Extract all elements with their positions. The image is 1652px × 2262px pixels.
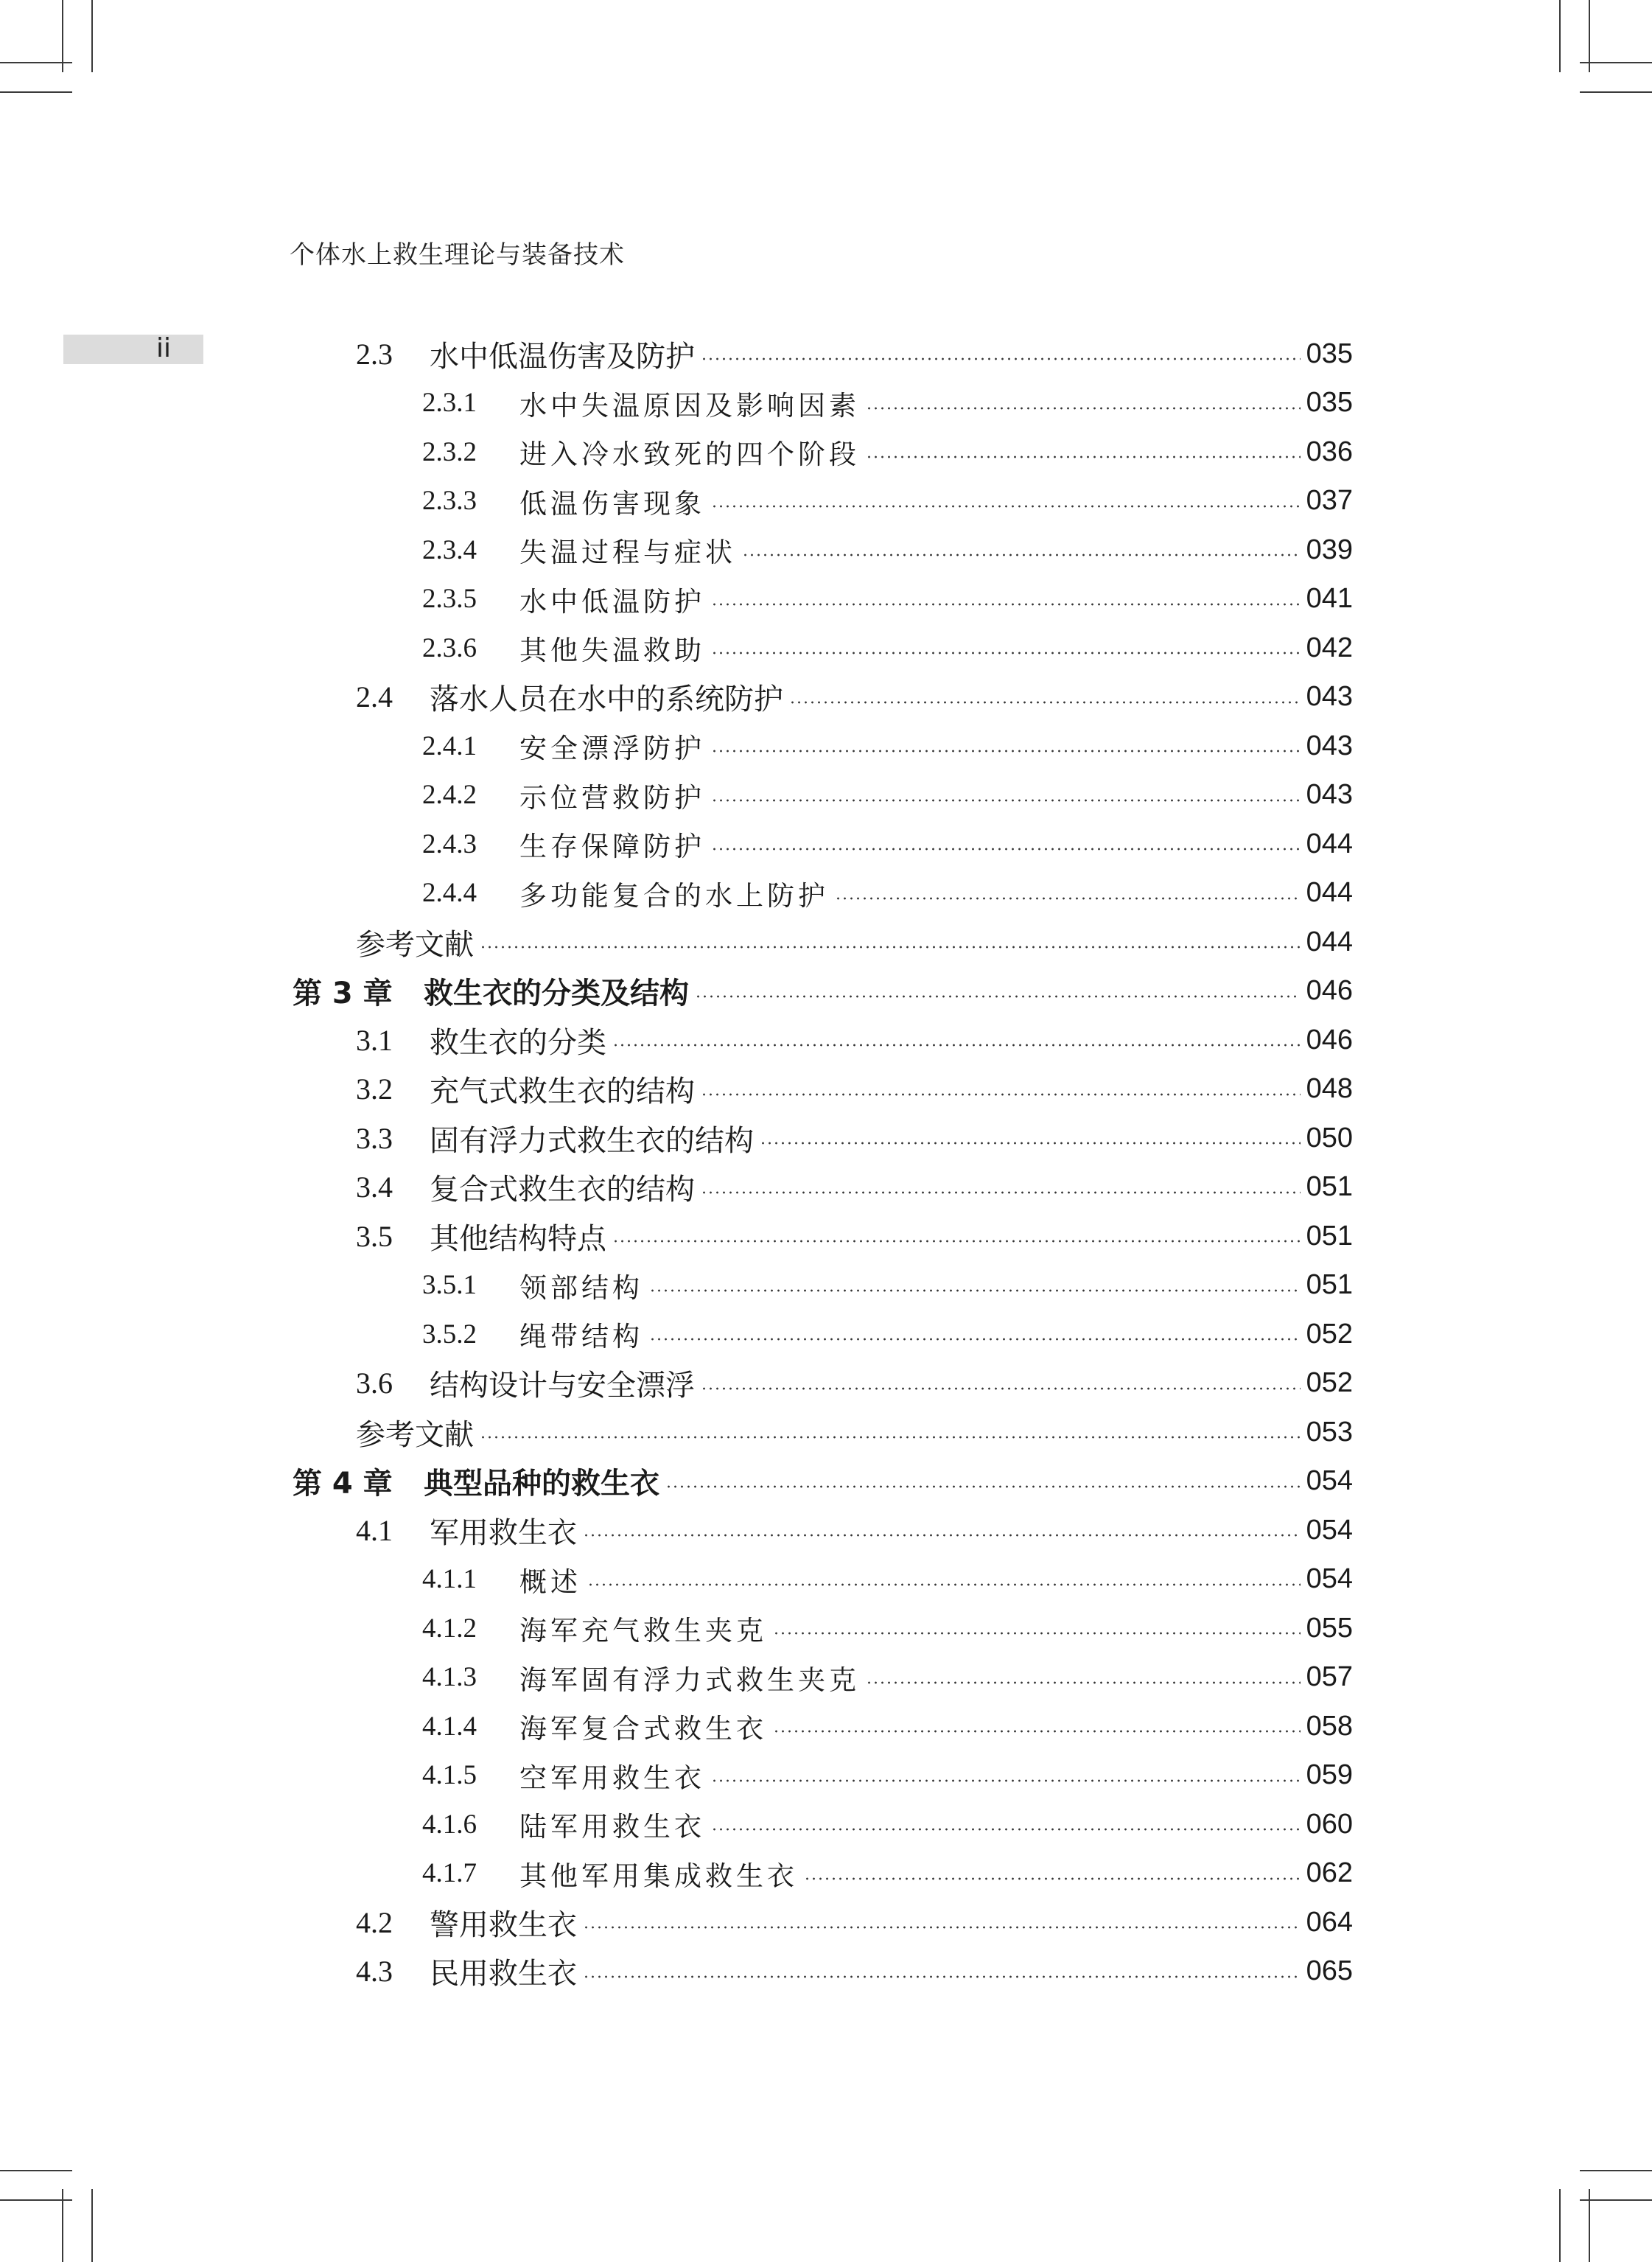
toc-leader-dots <box>701 1191 1301 1194</box>
toc-entry-title: 安全漂浮防护 <box>519 733 705 764</box>
toc-entry-title: 进入冷水致死的四个阶段 <box>519 439 860 470</box>
toc-entry-title: 概述 <box>519 1565 581 1598</box>
toc-entry-number: 第 3 章 <box>293 977 393 1010</box>
toc-entry-page: 044 <box>1306 828 1353 859</box>
toc-entry-number: 4.2 <box>356 1905 393 1939</box>
toc-entry-title: 多功能复合的水上防护 <box>519 879 829 912</box>
toc-leader-dots <box>701 357 1301 360</box>
crop-mark <box>0 62 72 63</box>
toc-entry-page: 042 <box>1306 632 1353 663</box>
toc-entry-page: 053 <box>1306 1416 1353 1448</box>
toc-entry-page: 035 <box>1306 338 1353 369</box>
toc-entry-page: 043 <box>1306 730 1353 761</box>
toc-entry-number: 2.3.4 <box>422 534 477 565</box>
toc-entry-title: 参考文献 <box>356 1417 474 1452</box>
toc-entry[interactable] <box>356 675 1353 719</box>
toc-entry-page: 037 <box>1306 485 1353 516</box>
toc-entry-title: 警用救生衣 <box>430 1907 577 1942</box>
toc-entry-number: 2.4.4 <box>422 878 477 908</box>
crop-mark <box>1580 2170 1652 2171</box>
toc-entry-page: 046 <box>1306 1024 1353 1055</box>
toc-entry[interactable] <box>422 528 1353 572</box>
toc-entry[interactable] <box>422 1802 1353 1846</box>
toc-entry[interactable] <box>356 1410 1353 1454</box>
toc-leader-dots <box>742 554 1301 556</box>
toc-leader-dots <box>789 701 1301 704</box>
toc-entry[interactable] <box>422 577 1353 621</box>
crop-mark <box>1580 62 1652 63</box>
toc-entry-title: 充气式救生衣的结构 <box>430 1075 695 1109</box>
toc-entry-title: 海军充气救生夹克 <box>519 1615 767 1647</box>
toc-entry-page: 048 <box>1306 1073 1353 1104</box>
toc-leader-dots <box>773 1730 1301 1733</box>
toc-leader-dots <box>835 897 1301 900</box>
toc-entry-title: 民用救生衣 <box>430 1957 577 1991</box>
toc-entry-number: 2.4.2 <box>422 780 477 810</box>
toc-leader-dots <box>711 652 1301 654</box>
toc-entry-page: 054 <box>1306 1514 1353 1546</box>
toc-entry[interactable] <box>356 1900 1353 1944</box>
crop-mark <box>0 2170 72 2171</box>
toc-entry-title: 水中低温伤害及防护 <box>430 339 695 374</box>
toc-entry-page: 041 <box>1306 583 1353 614</box>
toc-entry-page: 050 <box>1306 1122 1353 1153</box>
toc-entry[interactable] <box>422 1557 1353 1602</box>
toc-entry-title: 海军固有浮力式救生夹克 <box>519 1664 860 1696</box>
crop-mark <box>0 91 72 93</box>
toc-entry-title: 固有浮力式救生衣的结构 <box>430 1123 754 1158</box>
toc-entry-title: 海军复合式救生衣 <box>519 1713 767 1745</box>
toc-entry-number: 4.1.2 <box>422 1613 477 1644</box>
crop-mark <box>1559 0 1561 72</box>
toc-entry[interactable] <box>422 1851 1353 1896</box>
toc-entry-title: 水中低温防护 <box>519 585 705 618</box>
toc-entry-number: 3.5 <box>356 1219 393 1253</box>
toc-entry-number: 2.4.3 <box>422 828 477 859</box>
toc-entry-page: 062 <box>1306 1857 1353 1888</box>
toc-entry[interactable] <box>422 1655 1353 1700</box>
toc-leader-dots <box>701 1093 1301 1096</box>
toc-entry-title: 其他军用集成救生衣 <box>519 1860 798 1892</box>
toc-entry-number: 4.1.7 <box>422 1858 477 1888</box>
toc-entry-page: 054 <box>1306 1563 1353 1594</box>
toc-leader-dots <box>612 1044 1301 1047</box>
toc-entry-title: 军用救生衣 <box>430 1515 577 1550</box>
page-number-tab <box>63 335 203 364</box>
toc-leader-dots <box>480 946 1301 949</box>
toc-entry[interactable] <box>422 724 1353 768</box>
toc-entry-number: 4.1.6 <box>422 1809 477 1840</box>
toc-leader-dots <box>773 1632 1301 1635</box>
toc-entry-number: 3.3 <box>356 1121 393 1155</box>
toc-leader-dots <box>866 407 1301 410</box>
toc-entry-number: 4.1.3 <box>422 1662 477 1692</box>
toc-entry-page: 058 <box>1306 1710 1353 1742</box>
crop-mark <box>0 2199 72 2201</box>
toc-entry-page: 035 <box>1306 387 1353 418</box>
toc-entry[interactable] <box>356 1214 1353 1258</box>
toc-entry-title: 落水人员在水中的系统防护 <box>430 683 783 716</box>
toc-entry[interactable] <box>356 1165 1353 1209</box>
toc-entry-title: 其他失温救助 <box>519 635 705 666</box>
toc-entry-page: 064 <box>1306 1906 1353 1938</box>
toc-entry-page: 055 <box>1306 1612 1353 1644</box>
toc-entry-title: 领部结构 <box>519 1271 643 1304</box>
toc-entry-title: 参考文献 <box>356 927 474 962</box>
toc-entry[interactable] <box>422 773 1353 817</box>
toc-leader-dots <box>866 1681 1301 1684</box>
toc-entry[interactable] <box>422 871 1353 915</box>
toc-entry-page: 057 <box>1306 1661 1353 1692</box>
toc-leader-dots <box>711 603 1301 606</box>
running-header: 个体水上救生理论与装备技术 <box>290 240 625 270</box>
toc-entry-number: 2.4.1 <box>422 730 477 761</box>
toc-entry-title: 其他结构特点 <box>430 1221 606 1256</box>
toc-entry-number: 4.1 <box>356 1513 393 1547</box>
toc-entry-number: 2.3.6 <box>422 632 477 663</box>
toc-entry-page: 052 <box>1306 1318 1353 1350</box>
toc-entry[interactable] <box>356 1067 1353 1111</box>
toc-entry-page: 060 <box>1306 1808 1353 1840</box>
toc-entry[interactable] <box>422 822 1353 866</box>
toc-leader-dots <box>665 1485 1301 1488</box>
toc-entry-page: 054 <box>1306 1465 1353 1496</box>
toc-entry-page: 044 <box>1306 926 1353 957</box>
toc-entry[interactable] <box>356 1116 1353 1160</box>
crop-mark <box>91 2189 93 2262</box>
toc-entry[interactable] <box>356 332 1353 376</box>
toc-leader-dots <box>711 799 1301 802</box>
toc-leader-dots <box>711 750 1301 753</box>
toc-entry-number: 2.3 <box>356 337 393 371</box>
toc-entry[interactable] <box>422 479 1353 523</box>
crop-mark <box>1580 2199 1652 2201</box>
toc-entry-title: 低温伤害现象 <box>519 487 705 520</box>
toc-entry-title: 空军用救生衣 <box>519 1762 705 1794</box>
toc-entry-title: 复合式救生衣的结构 <box>430 1173 695 1207</box>
toc-entry[interactable] <box>356 920 1353 964</box>
toc-entry-page: 046 <box>1306 975 1353 1006</box>
toc-entry-title: 典型品种的救生衣 <box>424 1467 659 1501</box>
crop-mark <box>1559 2189 1561 2262</box>
toc-entry[interactable] <box>356 1018 1353 1062</box>
toc-entry-page: 051 <box>1306 1171 1353 1202</box>
toc-leader-dots <box>587 1583 1301 1586</box>
toc-entry-number: 4.1.1 <box>422 1564 477 1594</box>
toc-entry-title: 救生衣的分类 <box>430 1025 606 1060</box>
toc-entry-title: 失温过程与症状 <box>519 537 736 568</box>
toc-entry[interactable] <box>422 1312 1353 1356</box>
toc-entry[interactable] <box>422 1606 1353 1650</box>
toc-entry[interactable] <box>356 1949 1353 1994</box>
toc-entry-number: 3.2 <box>356 1072 393 1106</box>
toc-entry-number: 2.4 <box>356 680 393 713</box>
toc-entry[interactable] <box>422 430 1353 474</box>
toc-leader-dots <box>583 1534 1301 1537</box>
toc-entry-number: 4.1.4 <box>422 1711 477 1742</box>
toc-entry-number: 3.4 <box>356 1170 393 1204</box>
toc-leader-dots <box>695 995 1301 998</box>
toc-entry-number: 3.5.2 <box>422 1319 477 1350</box>
toc-entry-number: 4.1.5 <box>422 1760 477 1790</box>
toc-leader-dots <box>804 1877 1301 1880</box>
toc-entry-page: 039 <box>1306 534 1353 565</box>
toc-entry[interactable] <box>293 969 1353 1013</box>
toc-entry[interactable] <box>422 1263 1353 1308</box>
toc-entry-title: 绳带结构 <box>519 1321 643 1352</box>
toc-entry[interactable] <box>356 1508 1353 1552</box>
toc-leader-dots <box>649 1289 1301 1292</box>
toc-entry-page: 052 <box>1306 1367 1353 1398</box>
toc-entry-title: 救生衣的分类及结构 <box>424 977 689 1010</box>
toc-entry-number: 2.3.2 <box>422 436 477 467</box>
toc-entry-page: 043 <box>1306 779 1353 810</box>
toc-leader-dots <box>480 1436 1301 1439</box>
toc-entry-title: 结构设计与安全漂浮 <box>430 1369 695 1403</box>
toc-leader-dots <box>612 1240 1301 1243</box>
toc-leader-dots <box>760 1142 1301 1145</box>
toc-entry[interactable] <box>422 1704 1353 1748</box>
toc-leader-dots <box>649 1338 1301 1341</box>
toc-entry-page: 043 <box>1306 681 1353 712</box>
toc-leader-dots <box>711 1779 1301 1782</box>
toc-entry-title: 水中失温原因及影响因素 <box>519 389 860 422</box>
toc-entry-number: 2.3.3 <box>422 486 477 516</box>
toc-entry-page: 044 <box>1306 877 1353 908</box>
toc-entry-page: 065 <box>1306 1955 1353 1986</box>
toc-entry[interactable] <box>422 626 1353 670</box>
toc-entry-number: 4.3 <box>356 1955 393 1988</box>
toc-entry-number: 3.6 <box>356 1366 393 1400</box>
toc-leader-dots <box>701 1387 1301 1390</box>
toc-entry-page: 036 <box>1306 436 1353 467</box>
crop-mark <box>91 0 93 72</box>
toc-entry-title: 生存保障防护 <box>519 831 705 862</box>
toc-entry-number: 第 4 章 <box>293 1467 393 1501</box>
toc-entry[interactable] <box>422 1753 1353 1798</box>
toc-leader-dots <box>711 505 1301 508</box>
toc-leader-dots <box>583 1975 1301 1978</box>
toc-entry-number: 2.3.1 <box>422 388 477 418</box>
toc-leader-dots <box>866 455 1301 458</box>
crop-mark <box>1580 91 1652 93</box>
toc-entry[interactable] <box>293 1459 1353 1504</box>
toc-entry-page: 051 <box>1306 1220 1353 1252</box>
toc-entry-number: 3.1 <box>356 1023 393 1057</box>
toc-entry-number: 3.5.1 <box>422 1270 477 1300</box>
toc-leader-dots <box>583 1926 1301 1929</box>
page-number: ii <box>156 333 172 363</box>
toc-leader-dots <box>711 848 1301 851</box>
toc-entry-page: 059 <box>1306 1759 1353 1790</box>
toc-entry[interactable] <box>422 381 1353 425</box>
toc-entry-title: 陆军用救生衣 <box>519 1811 705 1843</box>
toc-entry-number: 2.3.5 <box>422 584 477 614</box>
toc-entry-title: 示位营救防护 <box>519 781 705 814</box>
toc-entry-page: 051 <box>1306 1269 1353 1300</box>
toc-leader-dots <box>711 1828 1301 1831</box>
toc-entry[interactable] <box>356 1361 1353 1406</box>
